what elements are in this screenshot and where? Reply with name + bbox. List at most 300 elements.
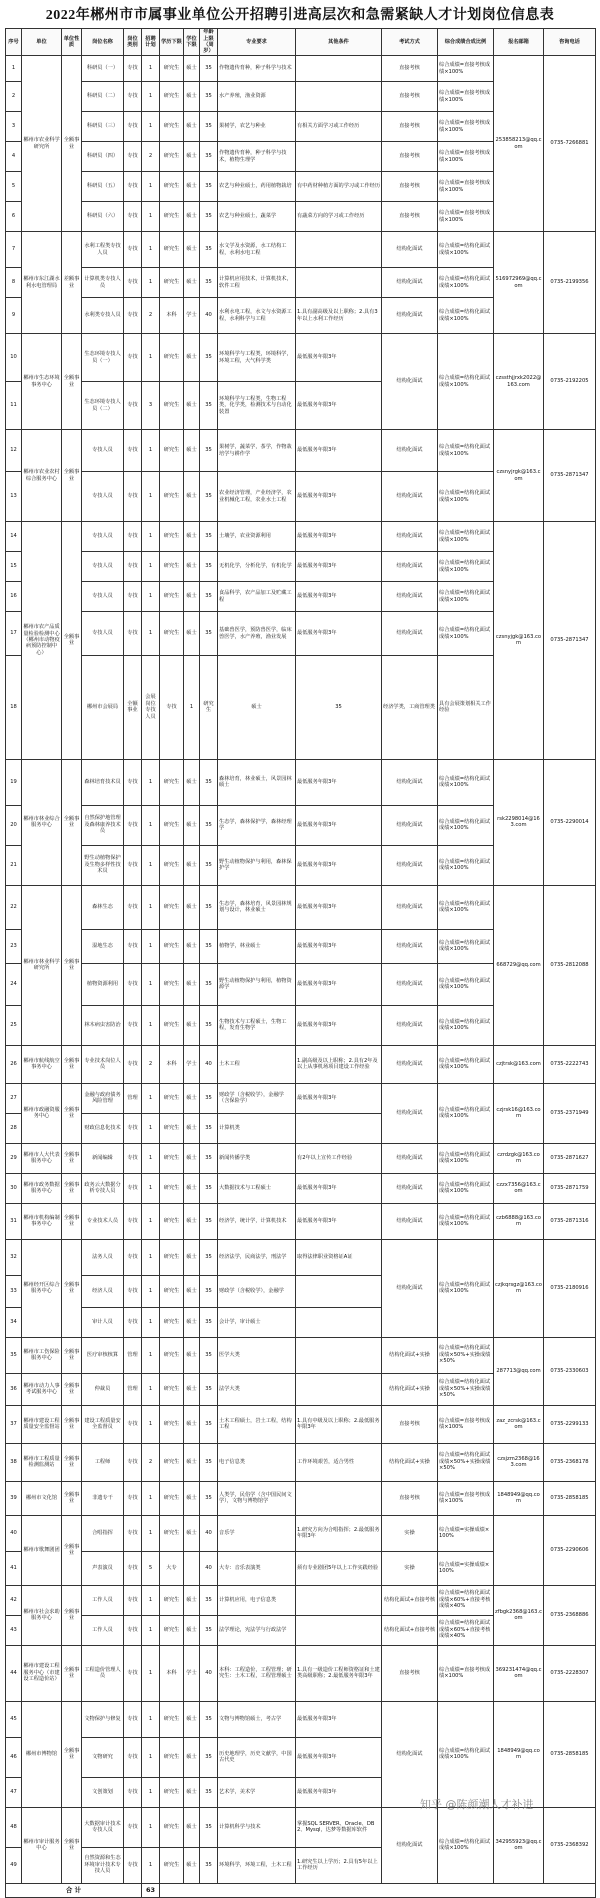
row-number: 3 — [6, 112, 22, 142]
age-max: 35 — [200, 1275, 218, 1307]
age-max: 35 — [200, 82, 218, 112]
unit-nature: 全额事业 — [62, 1585, 82, 1645]
unit-name: 郴州市审计服务中心 — [22, 1807, 62, 1883]
education-min: 研究生 — [160, 472, 184, 522]
hiring-plan: 1 — [142, 232, 160, 268]
other-conditions — [296, 142, 382, 172]
table-row — [6, 1337, 596, 1373]
major-requirements: 土壤学，农业资源利用 — [218, 522, 296, 552]
major-requirements: 计算机应用，电子信息类 — [218, 1585, 296, 1615]
score-ratio: 综合成绩=结构化面试成绩×100% — [438, 612, 494, 656]
contact-phone: 0735-2368178 — [544, 1443, 596, 1481]
post-name: 政务云大数据分析专技人员 — [82, 1173, 124, 1203]
degree-min: 硕士 — [184, 522, 200, 552]
hiring-plan: 1 — [142, 1807, 160, 1847]
row-number: 48 — [6, 1807, 22, 1847]
exam-method: 结构化面试 — [382, 1807, 438, 1883]
column-header: 综合成绩合成比例 — [438, 29, 494, 56]
hiring-plan: 1 — [142, 612, 160, 656]
hiring-plan: 1 — [142, 472, 160, 522]
degree-min: 硕士 — [184, 1307, 200, 1337]
education-min: 研究生 — [160, 552, 184, 582]
signup-email[interactable]: czsnyjrgk@163.com — [494, 430, 544, 522]
other-conditions — [296, 1275, 382, 1307]
exam-method: 结构化面试 — [382, 963, 438, 1005]
unit-name: 郴州市农业科学研究所 — [22, 56, 62, 232]
unit-nature: 全额事业 — [62, 1045, 82, 1083]
degree-min: 硕士 — [184, 1807, 200, 1847]
exam-method: 结构化面试 — [382, 1083, 438, 1143]
hiring-plan: 2 — [142, 1443, 160, 1481]
post-category: 专技 — [124, 1307, 142, 1337]
education-min: 研究生 — [160, 112, 184, 142]
score-ratio: 综合成绩=结构化面试成绩×100% — [438, 885, 494, 929]
column-header: 招聘计划 — [142, 29, 160, 56]
column-header: 岗位名称 — [82, 29, 124, 56]
post-name: 工作人员 — [82, 1585, 124, 1615]
exam-method: 结构化面试 — [382, 552, 438, 582]
post-name: 大数据审计技术专技人员 — [82, 1807, 124, 1847]
signup-email[interactable]: czsnyjgk@163.com — [494, 522, 544, 760]
signup-email[interactable]: czjtrsk@163.com — [494, 1045, 544, 1083]
hiring-plan: 1 — [142, 82, 160, 112]
row-number: 23 — [6, 929, 22, 963]
unit-nature: 全额事业 — [62, 1337, 82, 1373]
major-requirements: 植物学，林业硕士 — [218, 929, 296, 963]
education-min: 研究生 — [160, 1083, 184, 1113]
column-header: 单位 — [22, 29, 62, 56]
contact-phone: 0735-2290014 — [544, 759, 596, 885]
post-name: 经济人员 — [82, 1275, 124, 1307]
exam-method: 结构化面试 — [382, 298, 438, 334]
major-requirements: 环境科学与工程类，生物工程类，化学类，检测技术与自动化装置 — [218, 382, 296, 430]
post-category: 专技 — [124, 1645, 142, 1701]
row-number: 17 — [6, 612, 22, 656]
exam-method: 直接考核 — [382, 112, 438, 142]
age-max: 35 — [200, 268, 218, 298]
row-number: 20 — [6, 805, 22, 845]
unit-nature: 全额事业 — [62, 885, 82, 1045]
hiring-plan: 1 — [142, 1337, 160, 1373]
hiring-plan: 1 — [142, 1481, 160, 1515]
major-requirements: 作物遗传育种，种子科学与技术，植物生理学 — [218, 142, 296, 172]
exam-method: 结构化面试 — [382, 582, 438, 612]
education-min: 研究生 — [160, 885, 184, 929]
signup-email[interactable]: 1848949@qq.com — [494, 1481, 544, 1515]
exam-method: 结构化面试+实操 — [382, 1337, 438, 1373]
row-number: 44 — [6, 1645, 22, 1701]
row-number: 12 — [6, 430, 22, 472]
education-min: 研究生 — [160, 1173, 184, 1203]
post-name: 文创策划 — [82, 1777, 124, 1807]
major-requirements: 法学大类 — [218, 1373, 296, 1405]
education-min: 研究生 — [160, 845, 184, 885]
unit-name: 郴州市生态环境事务中心 — [22, 334, 62, 430]
signup-email[interactable]: zaz_zcrsk@163.com — [494, 1405, 544, 1443]
score-ratio: 综合成绩=结构化面试成绩×100% — [438, 1005, 494, 1045]
age-max: 35 — [200, 1807, 218, 1847]
post-category: 专技 — [124, 582, 142, 612]
post-category: 专技 — [124, 56, 142, 82]
post-category: 专技 — [124, 1405, 142, 1443]
exam-method: 结构化面试 — [382, 612, 438, 656]
post-category: 专技 — [124, 1847, 142, 1883]
post-category: 专技 — [160, 656, 184, 760]
score-ratio: 综合成绩=结构化面试成绩×50%+实操成绩×50% — [438, 1337, 494, 1373]
education-min: 研究生 — [160, 582, 184, 612]
post-category: 管理 — [124, 1373, 142, 1405]
post-name: 法务人员 — [82, 1239, 124, 1275]
major-requirements: 电子信息类 — [218, 1443, 296, 1481]
post-name: 工作人员 — [82, 1615, 124, 1645]
other-conditions: 有中药材种植方面的学习或工作经历 — [296, 172, 382, 202]
row-number: 27 — [6, 1083, 22, 1113]
age-max: 40 — [200, 298, 218, 334]
table-row — [6, 430, 596, 472]
post-category: 管理 — [124, 1337, 142, 1373]
degree-min: 硕士 — [184, 382, 200, 430]
hiring-plan: 1 — [142, 1275, 160, 1307]
major-requirements: 农业经济管理，产业经济学，农业机械化工程，农业水土工程 — [218, 472, 296, 522]
other-conditions — [296, 1585, 382, 1615]
table-row — [6, 1807, 596, 1847]
post-name: 文物研究 — [82, 1737, 124, 1777]
signup-email[interactable]: 253858213@qq.com — [494, 56, 544, 232]
hiring-plan: 1 — [142, 1515, 160, 1551]
watermark: 知乎 @陈颜潮人才补进 — [420, 1798, 534, 1811]
total-row-blank — [160, 1883, 596, 1897]
table-row — [6, 334, 596, 382]
post-category: 专技 — [124, 382, 142, 430]
age-max: 35 — [200, 1701, 218, 1737]
hiring-plan: 1 — [142, 845, 160, 885]
other-conditions: 最低服务年限3年 — [296, 430, 382, 472]
education-min: 研究生 — [160, 1337, 184, 1373]
signup-email[interactable]: czjrsk16@163.com — [494, 1083, 544, 1143]
post-category: 专技 — [124, 612, 142, 656]
contact-phone: 0735-2290606 — [544, 1515, 596, 1585]
major-requirements: 作物遗传育种，种子科学与技术 — [218, 56, 296, 82]
degree-min: 硕士 — [184, 472, 200, 522]
post-name: 专业技术岗位人员 — [82, 1045, 124, 1083]
other-conditions: 最低服务年限3年 — [296, 759, 382, 805]
unit-name: 郴州市工程质量检测监测站 — [22, 1443, 62, 1481]
post-name: 会展岗位专技人员 — [142, 656, 160, 760]
post-name: 科研员（一） — [82, 56, 124, 82]
signup-email[interactable]: czrdzgk@163.com — [494, 1143, 544, 1173]
degree-min: 硕士 — [184, 552, 200, 582]
other-conditions: 最低服务年限3年 — [296, 582, 382, 612]
education-min: 研究生 — [160, 1113, 184, 1143]
post-category: 专技 — [124, 232, 142, 268]
page-title: 2022年郴州市市属事业单位公开招聘引进高层次和急需紧缺人才计划岗位信息表 — [45, 8, 555, 23]
hiring-plan: 1 — [142, 430, 160, 472]
degree-min: 学士 — [184, 1645, 200, 1701]
signup-email[interactable]: 1848949@qq.com — [494, 1701, 544, 1807]
degree-min: 硕士 — [184, 1005, 200, 1045]
education-min: 研究生 — [160, 1701, 184, 1737]
post-category: 专技 — [124, 1045, 142, 1083]
major-requirements: 土木工程硕士，岩土工程，结构工程 — [218, 1405, 296, 1443]
signup-email[interactable]: rsk2298014@163.com — [494, 759, 544, 885]
hiring-plan: 2 — [142, 1045, 160, 1083]
major-requirements: 计算机科学与技术 — [218, 1807, 296, 1847]
signup-email[interactable] — [494, 1515, 544, 1585]
age-max: 35 — [200, 805, 218, 845]
post-category: 专技 — [124, 1807, 142, 1847]
post-name: 文物保护与修复 — [82, 1701, 124, 1737]
exam-method: 直接考核 — [382, 172, 438, 202]
score-ratio: 综合成绩=直接考核成绩×100% — [438, 202, 494, 232]
other-conditions: 最低服务年限3年 — [296, 382, 382, 430]
degree-min: 硕士 — [184, 1777, 200, 1807]
unit-nature: 全额事业 — [62, 759, 82, 885]
score-ratio: 综合成绩=结构化面试成绩×100% — [438, 805, 494, 845]
major-requirements: 会计学，审计硕士 — [218, 1307, 296, 1337]
score-ratio: 综合成绩=结构化面试成绩×100% — [438, 1143, 494, 1173]
post-name: 财政信息化技术 — [82, 1113, 124, 1143]
row-number: 10 — [6, 334, 22, 382]
education-min: 本科 — [160, 1045, 184, 1083]
row-number: 16 — [6, 582, 22, 612]
unit-name: 郴州市机构编制事务中心 — [22, 1203, 62, 1239]
post-name: 植物资源利用 — [82, 963, 124, 1005]
degree-min: 硕士 — [184, 1083, 200, 1113]
education-min: 本科 — [160, 1645, 184, 1701]
exam-method: 直接考核 — [382, 1405, 438, 1443]
column-header: 学历下限 — [160, 29, 184, 56]
education-min: 研究生 — [160, 963, 184, 1005]
degree-min: 硕士 — [184, 1615, 200, 1645]
major-requirements: 土木工程 — [218, 1045, 296, 1083]
table-row — [6, 1083, 596, 1113]
score-ratio: 综合成绩=直接考核成绩×100% — [438, 1405, 494, 1443]
exam-method: 结构化面试 — [382, 1203, 438, 1239]
post-category: 专技 — [124, 1173, 142, 1203]
exam-method: 结构化面试 — [382, 430, 438, 472]
contact-phone: 0735-2871347 — [544, 430, 596, 522]
age-max: 35 — [200, 1083, 218, 1113]
degree-min: 硕士 — [184, 1405, 200, 1443]
hiring-plan: 1 — [142, 1173, 160, 1203]
post-name: 专技人员 — [82, 612, 124, 656]
education-min: 研究生 — [160, 142, 184, 172]
score-ratio: 综合成绩=结构化面试成绩×100% — [438, 963, 494, 1005]
other-conditions: 最低服务年限3年 — [296, 1777, 382, 1807]
other-conditions: 最低服务年限3年 — [296, 1701, 382, 1737]
age-max: 35 — [200, 1777, 218, 1807]
post-category: 专技 — [124, 1481, 142, 1515]
major-requirements: 食品科学，农产品加工及贮藏工程 — [218, 582, 296, 612]
table-row — [6, 1481, 596, 1515]
education-min: 研究生 — [160, 1585, 184, 1615]
score-ratio: 综合成绩=结构化面试成绩×60%+直接考核成绩×40% — [438, 1585, 494, 1615]
hiring-plan: 1 — [142, 1203, 160, 1239]
post-category: 专技 — [124, 552, 142, 582]
education-min: 研究生 — [160, 334, 184, 382]
exam-method: 结构化面试+实操 — [382, 1443, 438, 1481]
major-requirements: 人类学，民俗学（含中国民间文学），文物与博物馆学 — [218, 1481, 296, 1515]
unit-name: 郴州市林业综合服务中心 — [22, 759, 62, 885]
other-conditions: 最低服务年限3年 — [296, 805, 382, 845]
contact-phone: 0735-2368886 — [544, 1585, 596, 1645]
exam-method: 结构化面试 — [382, 929, 438, 963]
score-ratio: 综合成绩=直接考核成绩×100% — [438, 1481, 494, 1515]
hiring-plan: 3 — [142, 382, 160, 430]
education-min: 研究生 — [160, 56, 184, 82]
hiring-plan: 1 — [142, 582, 160, 612]
other-conditions: 1.具有一级造价工程师资格证和土建类高级职称；2.最低服务年限3年 — [296, 1645, 382, 1701]
major-requirements: 农艺与种业硕士，药用植物栽培 — [218, 172, 296, 202]
signup-email[interactable]: czzx7356@163.com — [494, 1173, 544, 1203]
age-max: 35 — [200, 582, 218, 612]
hiring-plan: 1 — [142, 1847, 160, 1883]
post-name: 森林生态 — [82, 885, 124, 929]
age-max: 35 — [200, 963, 218, 1005]
other-conditions — [296, 82, 382, 112]
age-max: 35 — [200, 1737, 218, 1777]
education-min: 研究生 — [160, 1239, 184, 1275]
post-category: 专技 — [124, 805, 142, 845]
score-ratio: 综合成绩=实操成绩×100% — [438, 1515, 494, 1551]
score-ratio: 综合成绩=结构化面试成绩×100% — [438, 1083, 494, 1143]
other-conditions: 最低服务年限3年 — [296, 334, 382, 382]
recruitment-table — [5, 28, 596, 1898]
post-name: 专技人员 — [82, 430, 124, 472]
exam-method: 结构化面试 — [382, 1701, 438, 1807]
major-requirements: 无机化学，分析化学，有机化学 — [218, 552, 296, 582]
row-number: 6 — [6, 202, 22, 232]
degree-min: 硕士 — [184, 1585, 200, 1615]
post-name: 野生动植物保护及生物多样性技术员 — [82, 845, 124, 885]
other-conditions: 具有会展策划相关工作经验 — [438, 656, 494, 760]
major-requirements: 基础兽医学，预防兽医学，临床兽医学，水产养殖，渔业发展 — [218, 612, 296, 656]
degree-min: 硕士 — [184, 1847, 200, 1883]
age-max: 40 — [200, 1515, 218, 1551]
other-conditions: 最低服务年限3年 — [296, 1737, 382, 1777]
row-number: 14 — [6, 522, 22, 552]
total-row — [6, 1883, 596, 1897]
table-row — [6, 1645, 596, 1701]
education-min: 研究生 — [160, 82, 184, 112]
signup-email[interactable]: 342955923@qq.com — [494, 1807, 544, 1883]
hiring-plan: 1 — [142, 112, 160, 142]
other-conditions: 最低服务年限3年 — [296, 885, 382, 929]
score-ratio: 综合成绩=直接考核成绩×100% — [438, 56, 494, 82]
column-header: 咨询电话 — [544, 29, 596, 56]
table-row — [6, 1701, 596, 1737]
post-name: 合唱指挥 — [82, 1515, 124, 1551]
contact-phone: 0735-2228307 — [544, 1645, 596, 1701]
post-name: 科研员（六） — [82, 202, 124, 232]
row-number: 47 — [6, 1777, 22, 1807]
contact-phone: 0735-2871347 — [544, 522, 596, 760]
signup-email[interactable]: zfbgk2368@163.com — [494, 1585, 544, 1645]
unit-nature: 全额事业 — [62, 1143, 82, 1173]
degree-min: 硕士 — [184, 268, 200, 298]
row-number: 32 — [6, 1239, 22, 1275]
contact-phone: 0735-2371949 — [544, 1083, 596, 1143]
contact-phone: 0735-2222743 — [544, 1045, 596, 1083]
column-header: 考试方式 — [382, 29, 438, 56]
row-number: 31 — [6, 1203, 22, 1239]
total-label: 合 计 — [6, 1883, 142, 1897]
major-requirements: 果树学，蔬菜学，茶学，作物栽培学与耕作学 — [218, 430, 296, 472]
education-min: 研究生 — [160, 1737, 184, 1777]
hiring-plan: 1 — [142, 1777, 160, 1807]
signup-email[interactable]: czb6888@163.com — [494, 1203, 544, 1239]
major-requirements: 新闻传播学类 — [218, 1143, 296, 1173]
post-category: 专技 — [124, 1239, 142, 1275]
post-name: 新闻编辑 — [82, 1143, 124, 1173]
row-number: 30 — [6, 1173, 22, 1203]
row-number: 42 — [6, 1585, 22, 1615]
signup-email[interactable]: 287713@qq.com — [494, 1337, 544, 1405]
post-name: 自然资源和生态环境审计技术专技人员 — [82, 1847, 124, 1883]
major-requirements: 法学理论，宪法学与行政法学 — [218, 1615, 296, 1645]
exam-method: 结构化面试 — [382, 1143, 438, 1173]
age-max: 35 — [200, 552, 218, 582]
other-conditions: 1.研究生以上学历；2.具有5年以上工作经历 — [296, 1847, 382, 1883]
table-row — [6, 1143, 596, 1173]
hiring-plan: 2 — [142, 142, 160, 172]
major-requirements: 环境科学，环境工程，土木工程 — [218, 1847, 296, 1883]
major-requirements: 生态学，森林保护学，森林经理学 — [218, 805, 296, 845]
score-ratio: 综合成绩=直接考核成绩×100% — [438, 142, 494, 172]
score-ratio: 综合成绩=结构化面试成绩×100% — [438, 334, 494, 430]
post-name: 建设工程质量安全监督员 — [82, 1405, 124, 1443]
age-max: 40 — [200, 1045, 218, 1083]
age-max: 35 — [200, 430, 218, 472]
major-requirements: 环境科学与工程类，环境科学，环境工程，大气科学类 — [218, 334, 296, 382]
signup-email[interactable]: 369231474@qq.com — [494, 1645, 544, 1701]
hiring-plan: 1 — [142, 1005, 160, 1045]
exam-method: 直接考核 — [382, 56, 438, 82]
row-number: 21 — [6, 845, 22, 885]
other-conditions — [296, 1373, 382, 1405]
unit-nature: 全额事业 — [124, 656, 142, 760]
exam-method: 结构化面试 — [382, 1005, 438, 1045]
row-number: 4 — [6, 142, 22, 172]
signup-email[interactable]: czssthjjrxk2022@163.com — [494, 334, 544, 430]
post-category: 专技 — [124, 112, 142, 142]
age-max: 35 — [200, 1615, 218, 1645]
degree-min: 硕士 — [184, 1481, 200, 1515]
signup-email[interactable]: 516972969@qq.com — [494, 232, 544, 334]
education-min: 研究生 — [160, 522, 184, 552]
signup-email[interactable]: 668729@qq.com — [494, 885, 544, 1045]
unit-nature: 全额事业 — [62, 1701, 82, 1807]
age-max: 35 — [200, 232, 218, 268]
signup-email[interactable]: czjkqrsgz@163.com — [494, 1239, 544, 1337]
post-name: 自然保护地管理及森林康养技术员 — [82, 805, 124, 845]
unit-nature: 全额事业 — [62, 1373, 82, 1405]
degree-min: 硕士 — [184, 1443, 200, 1481]
age-max: 35 — [200, 112, 218, 142]
post-category: 专技 — [124, 522, 142, 552]
major-requirements: 计算机类 — [218, 1113, 296, 1143]
age-max: 35 — [200, 1443, 218, 1481]
post-category: 专技 — [124, 472, 142, 522]
unit-name: 郴州市林业科学研究所 — [22, 885, 62, 1045]
exam-method: 实操 — [382, 1515, 438, 1551]
hiring-plan: 2 — [142, 298, 160, 334]
unit-nature: 全额事业 — [62, 522, 82, 760]
hiring-plan: 1 — [142, 1701, 160, 1737]
score-ratio: 综合成绩=直接考核成绩×100% — [438, 112, 494, 142]
signup-email[interactable]: czsjzm2368@163.com — [494, 1443, 544, 1481]
other-conditions: 有蔬菜方向的学习或工作经历 — [296, 202, 382, 232]
